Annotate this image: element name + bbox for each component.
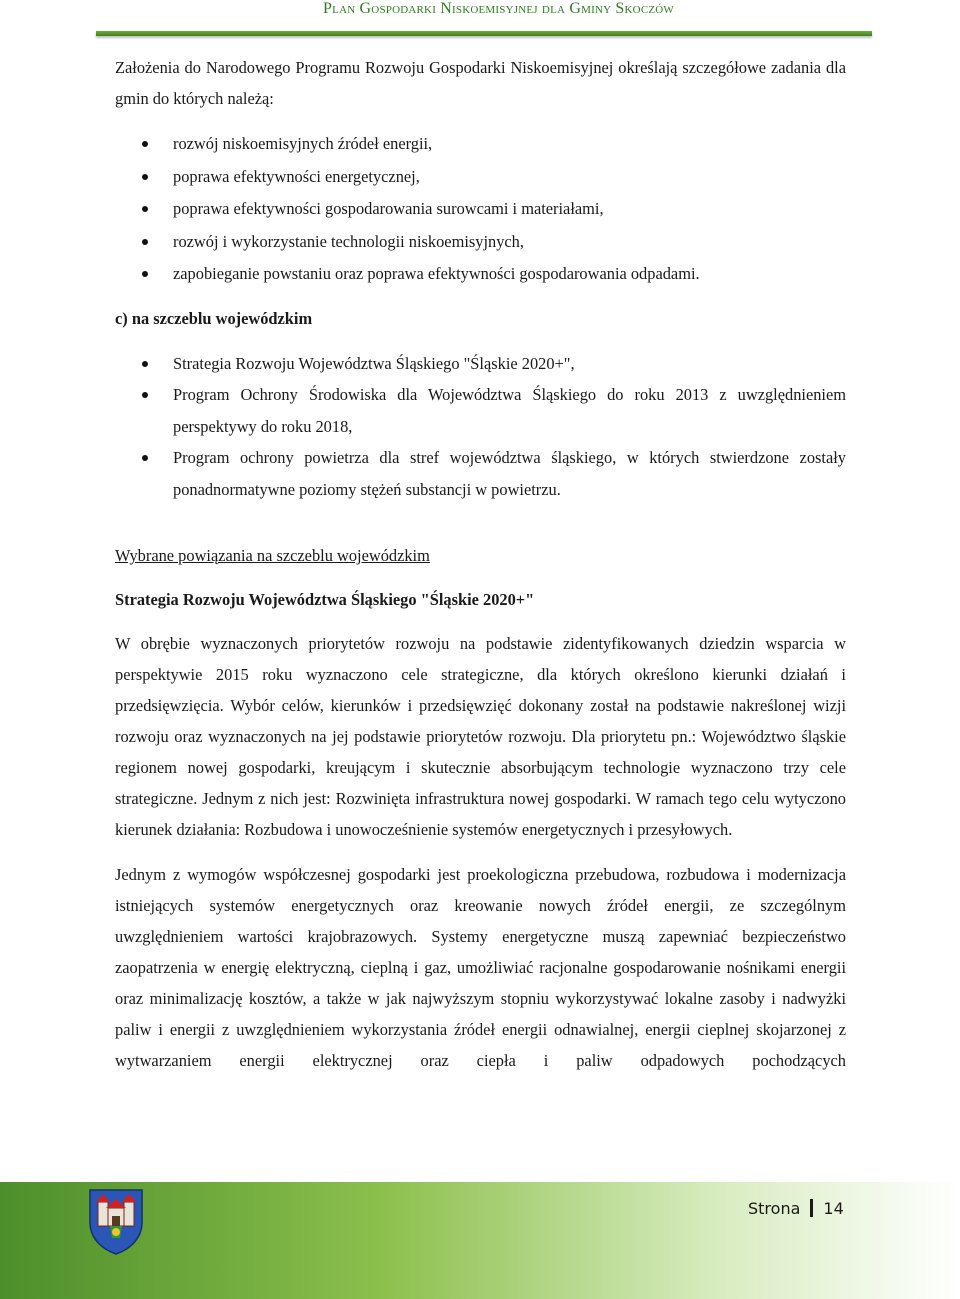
list-item: Program ochrony powietrza dla stref województwa śląskiego, w których stwierdzone zostały ponadnormatywne poziomy stężeń substancji w powietrzu. — [115, 442, 846, 505]
national-task-list — [115, 128, 846, 291]
page-body — [115, 52, 846, 1076]
list-item: poprawa efektywności energetycznej, — [115, 161, 846, 194]
links-heading: Wybrane powiązania na szczeblu wojewódzkim — [115, 546, 430, 565]
page-label: Strona — [748, 1198, 801, 1218]
list-item: rozwój i wykorzystanie technologii niskoemisyjnych, — [115, 226, 846, 259]
page-separator — [810, 1199, 813, 1217]
list-item: Strategia Rozwoju Województwa Śląskiego "Śląskie 2020+", — [115, 348, 846, 380]
intro-paragraph: Założenia do Narodowego Programu Rozwoju Gospodarki Niskoemisyjnej określają szczegółowe zadania dla gmin do których należą: — [115, 58, 846, 108]
page-number-value: 14 — [823, 1198, 844, 1218]
running-header-title: Plan Gospodarki Niskoemisyjnej dla Gminy Skoczów — [323, 0, 674, 17]
list-item: poprawa efektywności gospodarowania surowcami i materiałami, — [115, 193, 846, 226]
section-c-label: c) na szczeblu wojewódzkim — [115, 308, 313, 328]
body-paragraph: W obrębie wyznaczonych priorytetów rozwoju na podstawie zidentyfikowanych dziedzin wsparcia w perspektywie 2015 roku wyznaczono cele strategiczne, dla których określono kierunki działań i przedsięwzięcia. Wybór celów, kierunków i przedsięwzięć dokonany został na podstawie nakreślonej wizji rozwoju oraz wyznaczonych na jej podstawie priorytetów rozwoju. Dla priorytetu pn.: Województwo śląskie regionem nowej gospodarki, kreującym i skutecznie absorbującym technologie wyznaczono trzy cele strategiczne. Jednym z nich jest: Rozwinięta infrastruktura nowej gospodarki. W ramach tego celu wytyczono kierunek działania: Rozbudowa i unowocześnienie systemów energetycznych i przesyłowych. — [115, 634, 846, 839]
page-number — [748, 1196, 844, 1220]
body-paragraph: Jednym z wymogów współczesnej gospodarki jest proekologiczna przebudowa, rozbudowa i modernizacja istniejących systemów energetycznych oraz kreowanie nowych źródeł energii, ze szczególnym uwzględnieniem wartości krajobrazowych. Systemy energetyczne muszą zapewniać bezpieczeństwo zaopatrzenia w energię elektryczną, cieplną i gaz, umożliwiać racjonalne gospodarowanie nośnikami energii oraz minimalizację kosztów, a także w jak najwyższym stopniu wykorzystywać lokalne zasoby i nadwyżki paliw i energii z uwzględnieniem wykorzystania źródeł energii odnawialnej, energii cieplnej skojarzonej z wytwarzaniem energii elektrycznej oraz ciepła i paliw odpadowych pochodzących — [115, 865, 846, 1070]
regional-document-list — [115, 348, 846, 506]
coat-of-arms-icon — [88, 1188, 144, 1256]
strategy-heading: Strategia Rozwoju Województwa Śląskiego "Śląskie 2020+" — [115, 590, 535, 609]
list-item: Program Ochrony Środowiska dla Województwa Śląskiego do roku 2013 z uwzględnieniem perspektywy do roku 2018, — [115, 379, 846, 442]
header-rule — [96, 31, 872, 36]
list-item: rozwój niskoemisyjnych źródeł energii, — [115, 128, 846, 161]
list-item: zapobieganie powstaniu oraz poprawa efektywności gospodarowania odpadami. — [115, 258, 846, 291]
